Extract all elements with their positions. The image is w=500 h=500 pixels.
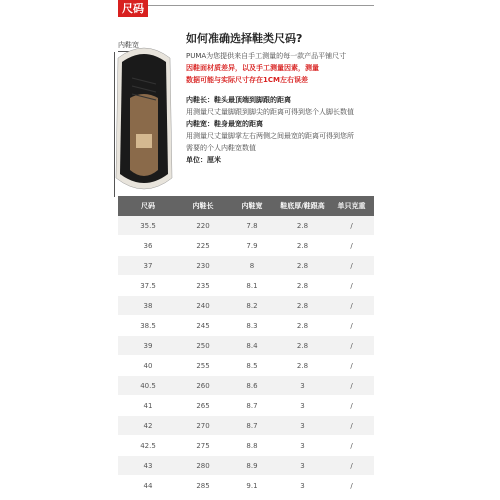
cell-sole: 2.8 — [296, 281, 309, 290]
cell-size: 43 — [143, 461, 153, 470]
cell-size: 37.5 — [140, 281, 156, 290]
cell-size: 40 — [143, 361, 153, 370]
table-row — [118, 436, 374, 456]
cell-size: 35.5 — [140, 221, 156, 230]
cell-sole: 2.8 — [296, 341, 309, 350]
cell-weight: / — [350, 241, 353, 250]
cell-length: 275 — [196, 441, 210, 450]
table-row — [118, 336, 374, 356]
size-table — [118, 196, 374, 496]
cell-size: 38 — [143, 301, 153, 310]
cell-sole: 3 — [300, 381, 305, 390]
header-length: 内鞋长 — [192, 202, 214, 210]
header-sole: 鞋底厚/鞋跟高 — [280, 202, 325, 210]
cell-sole: 2.8 — [296, 301, 309, 310]
cell-width: 8.2 — [246, 301, 258, 310]
cell-sole: 3 — [300, 441, 305, 450]
cell-sole: 2.8 — [296, 221, 309, 230]
table-row — [118, 216, 374, 236]
sizing-info — [186, 30, 386, 166]
cell-width: 7.9 — [246, 241, 258, 250]
cell-size: 42 — [143, 421, 153, 430]
cell-weight: / — [350, 361, 353, 370]
cell-weight: / — [350, 481, 353, 490]
cell-length: 260 — [196, 381, 210, 390]
header-divider — [118, 5, 374, 6]
cell-size: 40.5 — [140, 381, 156, 390]
width-desc-1: 用测量尺丈量脚掌左右两侧之间最宽的距离可得到您所 — [186, 132, 354, 140]
info-heading: 如何准确选择鞋类尺码? — [186, 32, 303, 45]
info-warning-2: 数据可能与实际尺寸存在1CM左右误差 — [186, 76, 308, 84]
cell-width: 8.9 — [246, 461, 258, 470]
table-row — [118, 416, 374, 436]
cell-length: 250 — [196, 341, 210, 350]
length-desc: 用测量尺丈量脚跟到脚尖的距离可得到您个人脚长数值 — [186, 108, 354, 116]
header-size: 尺码 — [141, 202, 155, 210]
cell-length: 255 — [196, 361, 210, 370]
cell-weight: / — [350, 381, 353, 390]
cell-sole: 3 — [300, 461, 305, 470]
table-row — [118, 296, 374, 316]
cell-weight: / — [350, 341, 353, 350]
table-row — [118, 316, 374, 336]
cell-weight: / — [350, 221, 353, 230]
inner-width-label: 内鞋宽 — [118, 41, 139, 49]
cell-width: 7.8 — [246, 221, 258, 230]
table-row — [118, 356, 374, 376]
cell-sole: 2.8 — [296, 361, 309, 370]
header-width: 内鞋宽 — [241, 202, 263, 210]
cell-weight: / — [350, 281, 353, 290]
unit-label: 单位：厘米 — [186, 156, 221, 164]
cell-weight: / — [350, 441, 353, 450]
cell-width: 8.4 — [246, 341, 258, 350]
cell-width: 8.3 — [246, 321, 258, 330]
cell-weight: / — [350, 421, 353, 430]
cell-width: 9.1 — [246, 481, 258, 490]
cell-length: 280 — [196, 461, 210, 470]
table-row — [118, 236, 374, 256]
table-row — [118, 476, 374, 496]
cell-width: 8.8 — [246, 441, 258, 450]
cell-size: 42.5 — [140, 441, 156, 450]
cell-length: 235 — [196, 281, 210, 290]
table-row — [118, 376, 374, 396]
cell-sole: 3 — [300, 401, 305, 410]
cell-sole: 2.8 — [296, 321, 309, 330]
cell-size: 36 — [143, 241, 153, 250]
cell-length: 230 — [196, 261, 210, 270]
cell-sole: 3 — [300, 421, 305, 430]
cell-weight: / — [350, 401, 353, 410]
cell-length: 285 — [196, 481, 210, 490]
cell-width: 8.7 — [246, 421, 258, 430]
cell-weight: / — [350, 261, 353, 270]
table-row — [118, 256, 374, 276]
cell-size: 44 — [143, 481, 153, 490]
cell-length: 245 — [196, 321, 210, 330]
header-weight: 单只克重 — [337, 202, 366, 210]
table-row — [118, 456, 374, 476]
info-warning-1: 因鞋面材质差异，以及手工测量因素，测量 — [186, 64, 319, 72]
cell-size: 41 — [143, 401, 153, 410]
cell-width: 8.1 — [246, 281, 258, 290]
cell-sole: 2.8 — [296, 241, 309, 250]
cell-size: 39 — [143, 341, 153, 350]
cell-length: 220 — [196, 221, 210, 230]
length-title: 内鞋长：鞋头最顶端到脚跟的距离 — [186, 96, 291, 104]
table-header — [118, 196, 374, 216]
cell-weight: / — [350, 301, 353, 310]
cell-sole: 2.8 — [296, 261, 309, 270]
cell-size: 38.5 — [140, 321, 156, 330]
shoe-image — [108, 38, 180, 198]
info-intro: PUMA为您提供来自手工测量的每一款产品平铺尺寸 — [186, 52, 347, 60]
section-title: 尺码 — [118, 0, 148, 17]
cell-sole: 3 — [300, 481, 305, 490]
cell-weight: / — [350, 321, 353, 330]
table-row — [118, 396, 374, 416]
cell-width: 8.6 — [246, 381, 258, 390]
table-row — [118, 276, 374, 296]
cell-length: 225 — [196, 241, 210, 250]
width-desc-2: 需要的个人内鞋宽数值 — [186, 144, 256, 152]
cell-length: 265 — [196, 401, 210, 410]
width-title: 内鞋宽：鞋身最宽的距离 — [186, 120, 263, 128]
cell-width: 8.7 — [246, 401, 258, 410]
cell-weight: / — [350, 461, 353, 470]
cell-length: 270 — [196, 421, 210, 430]
cell-width: 8.5 — [246, 361, 258, 370]
cell-length: 240 — [196, 301, 210, 310]
cell-width: 8 — [249, 261, 255, 270]
cell-size: 37 — [143, 261, 153, 270]
